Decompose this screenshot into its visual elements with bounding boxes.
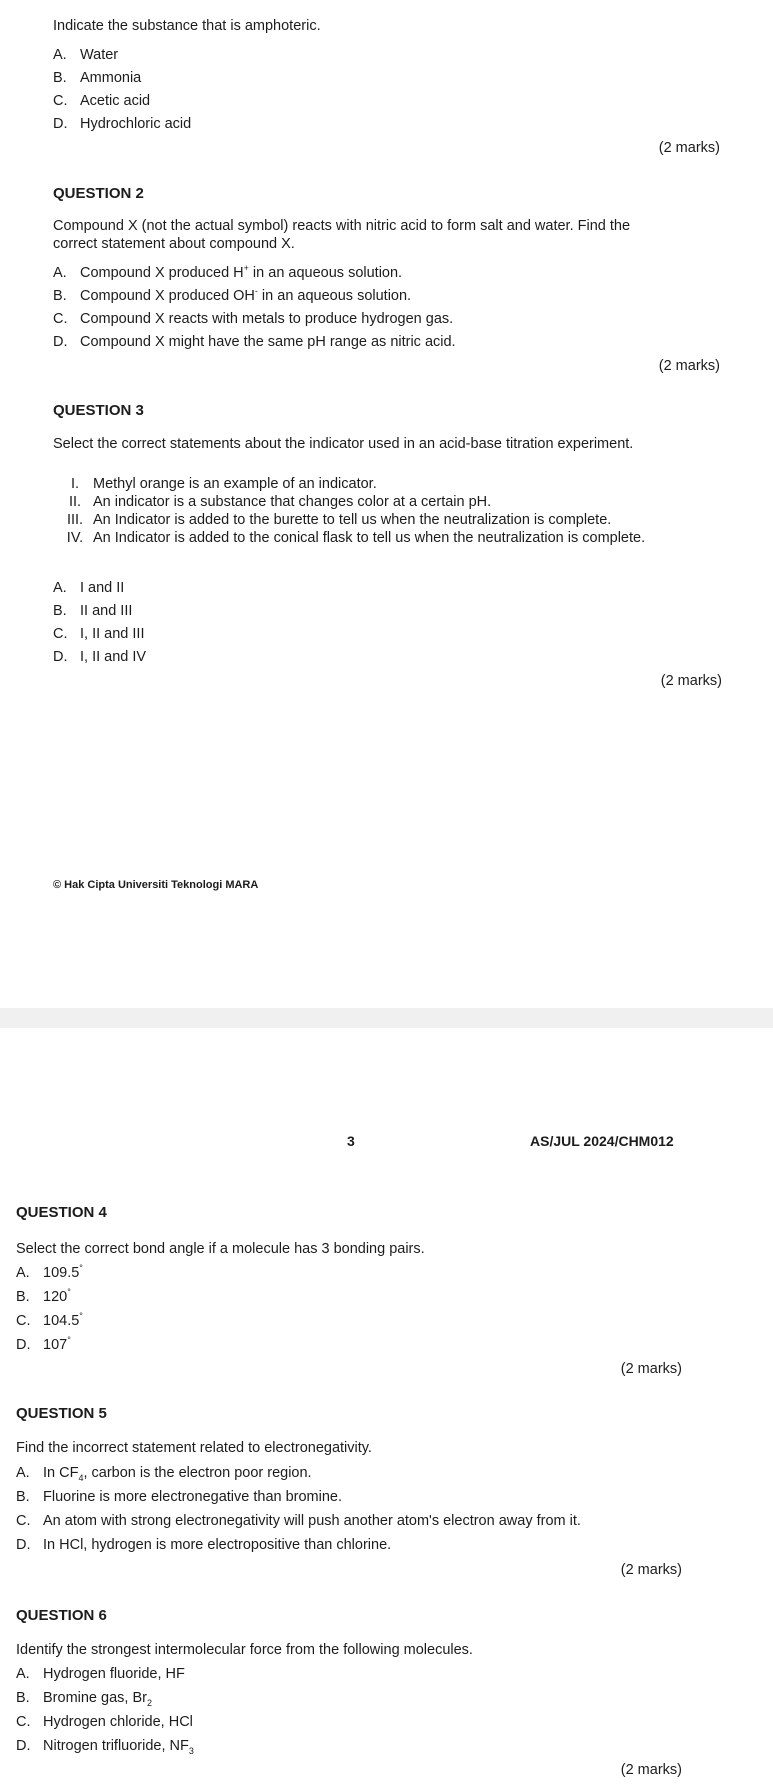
superscript: - xyxy=(254,286,258,297)
q6-option-a xyxy=(16,1665,185,1683)
q5-option-c xyxy=(16,1512,581,1530)
degree-sign: ° xyxy=(67,1335,71,1346)
option-text: In HCl, hydrogen is more electropositive than chlorine. xyxy=(43,1537,392,1553)
q3-marks: (2 marks) xyxy=(660,673,722,689)
q4-stem: Select the correct bond angle if a molecule has 3 bonding pairs. xyxy=(16,1241,425,1257)
q5-option-d xyxy=(16,1536,391,1554)
option-text: Hydrogen fluoride, HF xyxy=(43,1666,185,1682)
q4-marks: (2 marks) xyxy=(620,1361,682,1377)
option-letter: D. xyxy=(53,649,68,665)
option-letter: C. xyxy=(16,1714,31,1730)
q1-option-b xyxy=(53,69,141,87)
statement-text: Methyl orange is an example of an indicator. xyxy=(93,476,377,492)
statement-text: An Indicator is added to the conical flask to tell us when the neutralization is complete. xyxy=(93,530,646,546)
option-text: 120 xyxy=(43,1289,68,1305)
q6-heading: QUESTION 6 xyxy=(16,1607,107,1624)
option-letter: A. xyxy=(16,1265,30,1281)
statement-text: An indicator is a substance that changes color at a certain pH. xyxy=(93,494,492,510)
option-letter: C. xyxy=(53,311,68,327)
option-text: Ammonia xyxy=(80,70,142,86)
option-letter: A. xyxy=(53,47,67,63)
option-text: An atom with strong electronegativity will push another atom's electron away from it. xyxy=(43,1513,581,1529)
option-text: Hydrogen chloride, HCl xyxy=(43,1714,193,1730)
option-text: Bromine gas, Br xyxy=(43,1690,147,1706)
option-text: Compound X produced H xyxy=(80,265,244,281)
q2-option-d xyxy=(53,333,456,351)
q4-option-c xyxy=(16,1312,83,1330)
exam-page-2 xyxy=(0,1028,773,1784)
option-text: Fluorine is more electronegative than bromine. xyxy=(43,1489,343,1505)
q2-option-a xyxy=(53,264,402,282)
option-text: Acetic acid xyxy=(80,93,151,109)
option-text: I, II and IV xyxy=(80,649,147,665)
option-text: 109.5 xyxy=(43,1265,80,1281)
statement-numeral: IV. xyxy=(66,530,84,546)
option-text: Water xyxy=(80,47,119,63)
option-text: 107 xyxy=(43,1337,68,1353)
q3-statement-1 xyxy=(37,475,377,493)
q3-option-a xyxy=(53,579,124,597)
option-letter: A. xyxy=(53,265,67,281)
degree-sign: ° xyxy=(79,1263,83,1274)
option-text: Nitrogen trifluoride, NF xyxy=(43,1738,189,1754)
superscript: + xyxy=(243,263,249,274)
q3-stem: Select the correct statements about the indicator used in an acid-base titration experiment. xyxy=(53,436,634,452)
q4-option-b xyxy=(16,1288,71,1306)
q2-option-b xyxy=(53,287,411,305)
option-text: I and II xyxy=(80,580,125,596)
statement-numeral: II. xyxy=(68,494,82,510)
q2-stem-line1: Compound X (not the actual symbol) reacts with nitric acid to form salt and water. Find the xyxy=(53,218,631,234)
option-letter: C. xyxy=(53,93,68,109)
option-text: Compound X might have the same pH range as nitric acid. xyxy=(80,334,456,350)
subscript: 3 xyxy=(188,1745,194,1756)
q1-stem: Indicate the substance that is amphoteric. xyxy=(53,18,321,34)
q6-option-d xyxy=(16,1737,194,1755)
subscript: 4 xyxy=(78,1472,84,1483)
option-letter: A. xyxy=(16,1666,30,1682)
q5-marks: (2 marks) xyxy=(620,1562,682,1578)
q2-option-c xyxy=(53,310,453,328)
q3-option-d xyxy=(53,648,146,666)
option-text: Compound X produced OH xyxy=(80,288,255,304)
q3-option-b xyxy=(53,602,132,620)
q1-option-c xyxy=(53,92,150,110)
option-text-cont: in an aqueous solution. xyxy=(257,288,412,304)
q3-statement-3 xyxy=(37,511,611,529)
option-letter: D. xyxy=(53,116,68,132)
statement-text: An Indicator is added to the burette to tell us when the neutralization is complete. xyxy=(93,512,612,528)
q4-option-a xyxy=(16,1264,83,1282)
q5-stem: Find the incorrect statement related to electronegativity. xyxy=(16,1440,372,1456)
q5-option-b xyxy=(16,1488,342,1506)
option-text: Compound X reacts with metals to produce hydrogen gas. xyxy=(80,311,454,327)
option-letter: D. xyxy=(16,1537,31,1553)
q5-option-a xyxy=(16,1464,312,1482)
q2-marks: (2 marks) xyxy=(658,358,720,374)
q1-marks: (2 marks) xyxy=(658,140,720,156)
option-text: I, II and III xyxy=(80,626,145,642)
q6-marks: (2 marks) xyxy=(620,1762,682,1778)
degree-sign: ° xyxy=(67,1287,71,1298)
option-text-cont: , carbon is the electron poor region. xyxy=(83,1465,312,1481)
q2-stem-line2: correct statement about compound X. xyxy=(53,236,295,252)
option-letter: D. xyxy=(16,1738,31,1754)
q5-heading: QUESTION 5 xyxy=(16,1405,107,1422)
option-letter: B. xyxy=(16,1289,30,1305)
option-letter: B. xyxy=(53,288,67,304)
statement-numeral: III. xyxy=(66,512,84,528)
q6-option-c xyxy=(16,1713,193,1731)
option-text: II and III xyxy=(80,603,133,619)
q2-heading: QUESTION 2 xyxy=(53,185,144,202)
degree-sign: ° xyxy=(79,1311,83,1322)
q3-statement-2 xyxy=(37,493,491,511)
q4-option-d xyxy=(16,1336,71,1354)
subscript: 2 xyxy=(146,1697,152,1708)
option-letter: B. xyxy=(16,1489,30,1505)
option-text: In CF xyxy=(43,1465,79,1481)
q6-stem: Identify the strongest intermolecular force from the following molecules. xyxy=(16,1642,473,1658)
option-letter: C. xyxy=(16,1313,31,1329)
option-letter: B. xyxy=(16,1690,30,1706)
statement-numeral: I. xyxy=(70,476,80,492)
option-text-cont: in an aqueous solution. xyxy=(248,265,403,281)
q6-option-b xyxy=(16,1689,152,1707)
page-divider xyxy=(0,1008,773,1028)
option-text: Hydrochloric acid xyxy=(80,116,192,132)
copyright-note: © Hak Cipta Universiti Teknologi MARA xyxy=(53,879,259,891)
q4-heading: QUESTION 4 xyxy=(16,1204,107,1221)
paper-code: AS/JUL 2024/CHM012 xyxy=(530,1133,674,1149)
option-letter: D. xyxy=(53,334,68,350)
option-letter: A. xyxy=(53,580,67,596)
option-letter: D. xyxy=(16,1337,31,1353)
q1-option-d xyxy=(53,115,191,133)
q3-statement-4 xyxy=(37,529,645,547)
q3-heading: QUESTION 3 xyxy=(53,402,144,419)
option-letter: B. xyxy=(53,603,67,619)
option-letter: A. xyxy=(16,1465,30,1481)
option-text: 104.5 xyxy=(43,1313,80,1329)
q1-option-a xyxy=(53,46,118,64)
q3-option-c xyxy=(53,625,144,643)
page-number: 3 xyxy=(347,1133,355,1149)
option-letter: C. xyxy=(16,1513,31,1529)
option-letter: C. xyxy=(53,626,68,642)
option-letter: B. xyxy=(53,70,67,86)
